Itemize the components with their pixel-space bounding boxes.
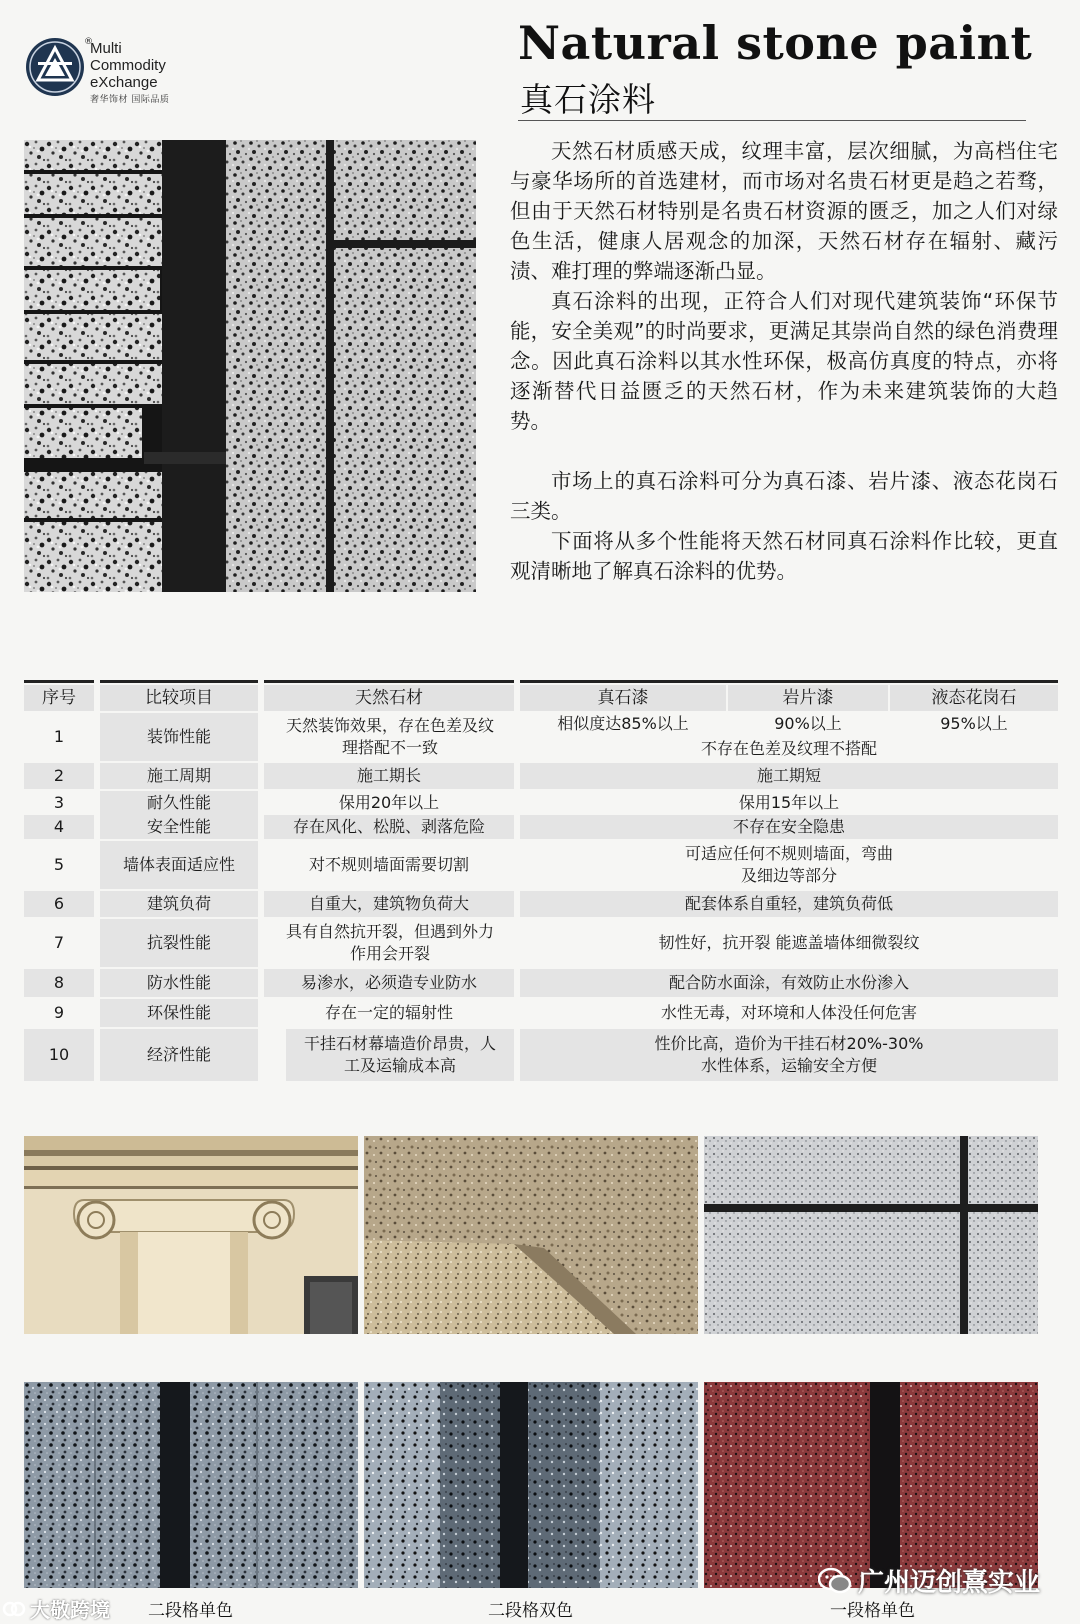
header-rock-flake-paint: 岩片漆 [728,685,888,711]
row-2-no: 2 [24,763,94,789]
photo-ionic-column [24,1136,358,1334]
row-4-paint: 不存在安全隐患 [520,815,1058,839]
row-1-liquid-granite: 95%以上 [940,714,1008,733]
logo-emblem-icon [24,36,86,98]
row-2-item: 施工周期 [100,763,258,789]
intro-paragraph-4: 下面将从多个性能将天然石材同真石涂料作比较，更直观清晰地了解真石涂料的优势。 [510,529,1058,583]
page-title-english: Natural stone paint [518,16,1033,70]
row-10-natural: 干挂石材幕墙造价昂贵，人工及运输成本高 [286,1029,514,1081]
watermark-left [2,1594,110,1623]
row-1-no: 1 [53,727,65,746]
row-8-paint: 配合防水面涂，有效防止水份渗入 [520,969,1058,997]
row-6-natural: 自重大，建筑物负荷大 [264,891,514,917]
header-rule [520,680,1058,683]
row-8-natural: 易渗水，必须造专业防水 [264,969,514,997]
hero-stone-image [24,140,476,592]
photo-two-grid-single-color [24,1382,358,1588]
row-1-item: 装饰性能 [100,713,258,761]
photo-real-stone-texture [364,1136,698,1334]
row-4-natural: 存在风化、松脱、剥落危险 [264,815,514,839]
watermark-left-text: 大敬跨境 [30,1598,110,1622]
header-real-stone-paint: 真石漆 [520,685,726,711]
wechat-icon [818,1567,852,1595]
intro-paragraph-3: 市场上的真石涂料可分为真石漆、岩片漆、液态花岗石三类。 [510,469,1058,523]
intro-paragraph-2: 真石涂料的出现，正符合人们对现代建筑装饰“环保节能，安全美观”的时尚要求，更满足其崇尚自然的绿色消费理念。因此真石涂料以其水性环保，极高仿真度的特点，亦将逐渐替代日益匮乏的天然石材，作为未来建筑装饰的大趋势。 [510,289,1058,433]
row-1-real-stone: 相似度达85%以上 [557,714,689,733]
row-2-paint: 施工期短 [520,763,1058,789]
watermark-right [818,1562,1040,1599]
row-9-natural: 存在一定的辐射性 [324,1003,453,1022]
comparison-table [24,680,1058,1096]
header-rule [100,680,258,683]
row-6-paint: 配套体系自重轻，建筑负荷低 [520,891,1058,917]
row-5-natural: 对不规则墙面需要切割 [308,855,469,874]
logo-line-3: eXchange [90,74,158,91]
watermark-right-text: 广州迈创熹实业 [858,1568,1041,1598]
header-natural-stone: 天然石材 [264,685,514,711]
photo-granite-panels [704,1136,1038,1334]
header-item: 比较项目 [100,685,258,711]
row-8-item: 防水性能 [100,969,258,997]
row-9-no: 9 [53,1003,65,1022]
header-liquid-granite: 液态花岗石 [890,685,1058,711]
caption-one-grid-single-color: 一段格单色 [830,1601,915,1621]
row-10-item: 经济性能 [100,1029,258,1081]
row-7-natural: 具有自然抗开裂，但遇到外力作用会开裂 [286,922,495,963]
logo-tagline: 奢华饰材 国际品质 [90,95,170,105]
row-1-natural: 天然装饰效果，存在色差及纹理搭配不一致 [286,716,495,757]
header-rule [264,680,514,683]
row-3-item: 耐久性能 [100,791,258,815]
caption-two-grid-two-color: 二段格双色 [488,1601,573,1621]
row-5-item: 墙体表面适应性 [100,841,258,889]
intro-text [510,136,1058,586]
header-rule [24,680,94,683]
page-title-chinese: 真石涂料 [520,80,656,119]
link-icon [2,1599,26,1619]
row-4-item: 安全性能 [100,815,258,839]
row-10-paint: 性价比高，造价为干挂石材20%-30%水性体系，运输安全方便 [520,1029,1058,1081]
logo-line-2: Commodity [90,57,166,74]
registered-mark: ® [84,37,93,47]
row-5-paint: 可适应任何不规则墙面，弯曲及细边等部分 [684,844,893,885]
row-3-paint: 保用15年以上 [738,793,840,812]
row-3-natural: 保用20年以上 [338,793,440,812]
row-9-paint: 水性无毒，对环境和人体没任何危害 [660,1003,917,1022]
logo-line-1: Multi [90,40,122,57]
row-8-no: 8 [24,969,94,997]
row-6-item: 建筑负荷 [100,891,258,917]
row-1-rock-flake: 90%以上 [774,714,842,733]
title-divider [518,120,1026,121]
row-7-no: 7 [53,933,65,952]
row-4-no: 4 [24,815,94,839]
brand-logo [24,36,224,104]
caption-two-grid-single-color: 二段格单色 [148,1601,233,1621]
row-10-no: 10 [24,1029,94,1081]
row-7-paint: 韧性好，抗开裂 能遮盖墙体细微裂纹 [658,933,920,952]
row-1-paint-common: 不存在色差及纹理不搭配 [700,739,877,758]
row-5-no: 5 [53,855,65,874]
logo-wordmark [90,40,166,91]
row-7-item: 抗裂性能 [100,919,258,967]
photo-one-grid-single-color [704,1382,1038,1588]
photo-two-grid-two-color [364,1382,698,1588]
intro-paragraph-1: 天然石材质感天成，纹理丰富，层次细腻，为高档住宅与豪华场所的首选建材，而市场对名贵石材更是趋之若骛，但由于天然石材特别是名贵石材资源的匮乏，加之人们对绿色生活，健康人居观念的加深，天然石材存在辐射、藏污渍、难打理的弊端逐渐凸显。 [510,139,1058,283]
row-9-item: 环保性能 [100,999,258,1027]
row-3-no: 3 [53,793,65,812]
row-6-no: 6 [24,891,94,917]
header-no: 序号 [24,685,94,711]
row-2-natural: 施工期长 [264,763,514,789]
